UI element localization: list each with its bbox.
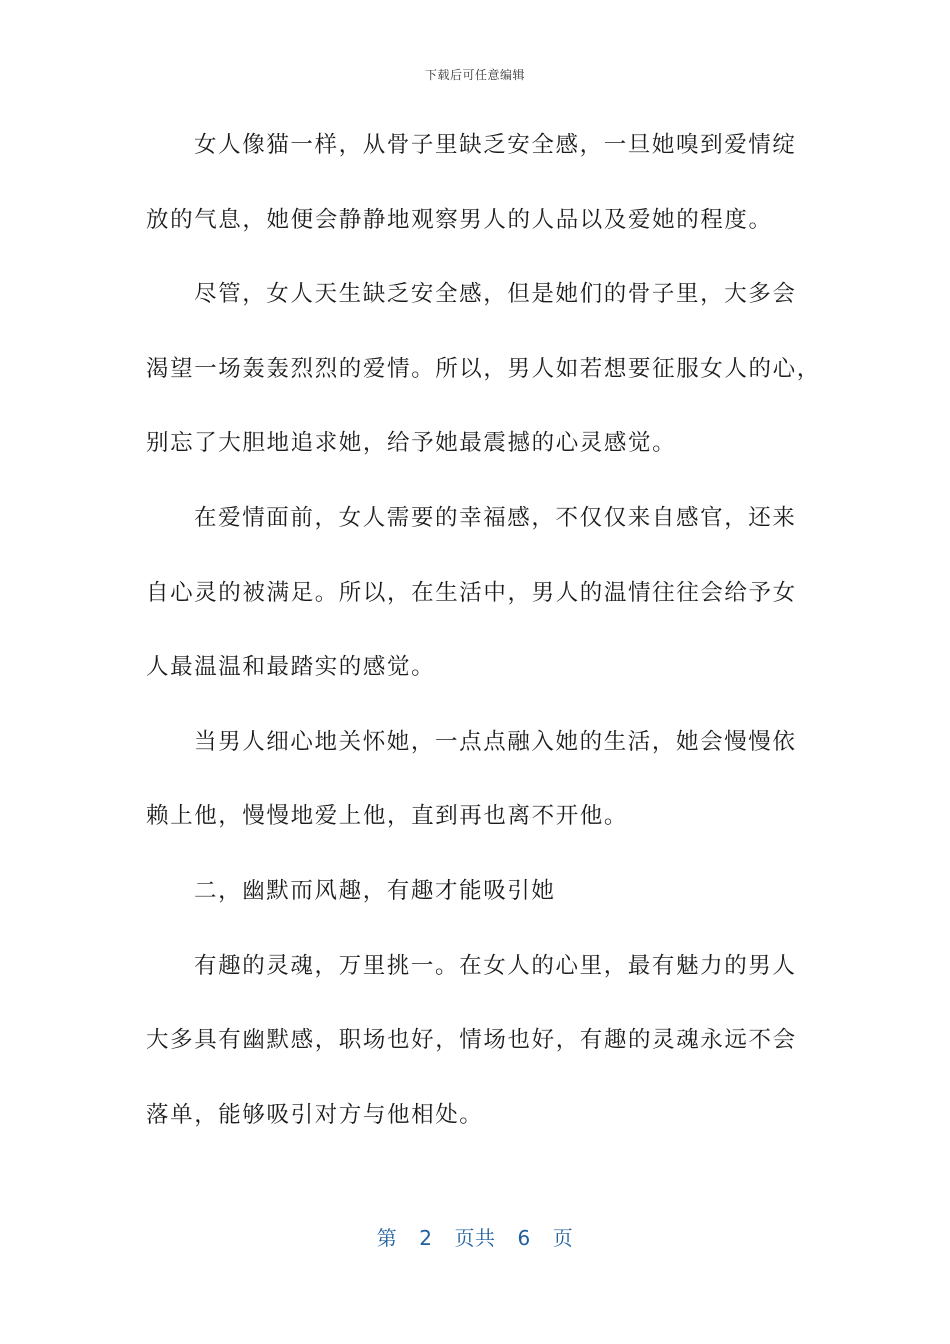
section-heading	[146, 854, 810, 929]
paragraph-line: 自心灵的被满足。所以，在生活中，男人的温情往往会给予女	[146, 579, 797, 606]
paragraph-4	[146, 705, 810, 854]
footer-suffix: 页	[552, 1226, 574, 1250]
footer-page-total: 6	[517, 1226, 531, 1250]
paragraph-line: 赖上他，慢慢地爱上他，直到再也离不开他。	[146, 803, 629, 830]
footer-middle: 页共	[454, 1226, 496, 1250]
page-footer	[0, 1222, 950, 1251]
paragraph-line: 在爱情面前，女人需要的幸福感，不仅仅来自感官，还来	[194, 504, 797, 531]
paragraph-3	[146, 481, 810, 705]
paragraph-line: 当男人细心地关怀她，一点点融入她的生活，她会慢慢依	[194, 728, 797, 755]
paragraph-line: 大多具有幽默感，职场也好，情场也好，有趣的灵魂永远不会	[146, 1027, 797, 1054]
section-heading-text: 二，幽默而风趣，有趣才能吸引她	[194, 877, 556, 904]
paragraph-line: 人最温温和最踏实的感觉。	[146, 654, 436, 681]
footer-page-number: 2	[419, 1226, 433, 1250]
header-note: 下载后可任意编辑	[424, 68, 525, 82]
paragraph-line: 渴望一场轰轰烈烈的爱情。所以，男人如若想要征服女人的心，	[146, 355, 821, 382]
paragraph-2	[146, 257, 821, 481]
paragraph-line: 有趣的灵魂，万里挑一。在女人的心里，最有魅力的男人	[194, 952, 797, 979]
paragraph-line: 女人像猫一样，从骨子里缺乏安全感，一旦她嗅到爱情绽	[194, 132, 797, 158]
paragraph-line: 尽管，女人天生缺乏安全感，但是她们的骨子里，大多会	[194, 281, 797, 308]
paragraph-line: 落单，能够吸引对方与他相处。	[146, 1101, 484, 1128]
paragraph-5	[146, 929, 810, 1153]
paragraph-1	[146, 108, 810, 257]
paragraph-line: 别忘了大胆地追求她，给予她最震撼的心灵感觉。	[146, 430, 677, 457]
paragraph-line: 放的气息，她便会静静地观察男人的人品以及爱她的程度。	[146, 206, 773, 233]
footer-prefix: 第	[376, 1226, 398, 1250]
document-body	[146, 108, 821, 1152]
